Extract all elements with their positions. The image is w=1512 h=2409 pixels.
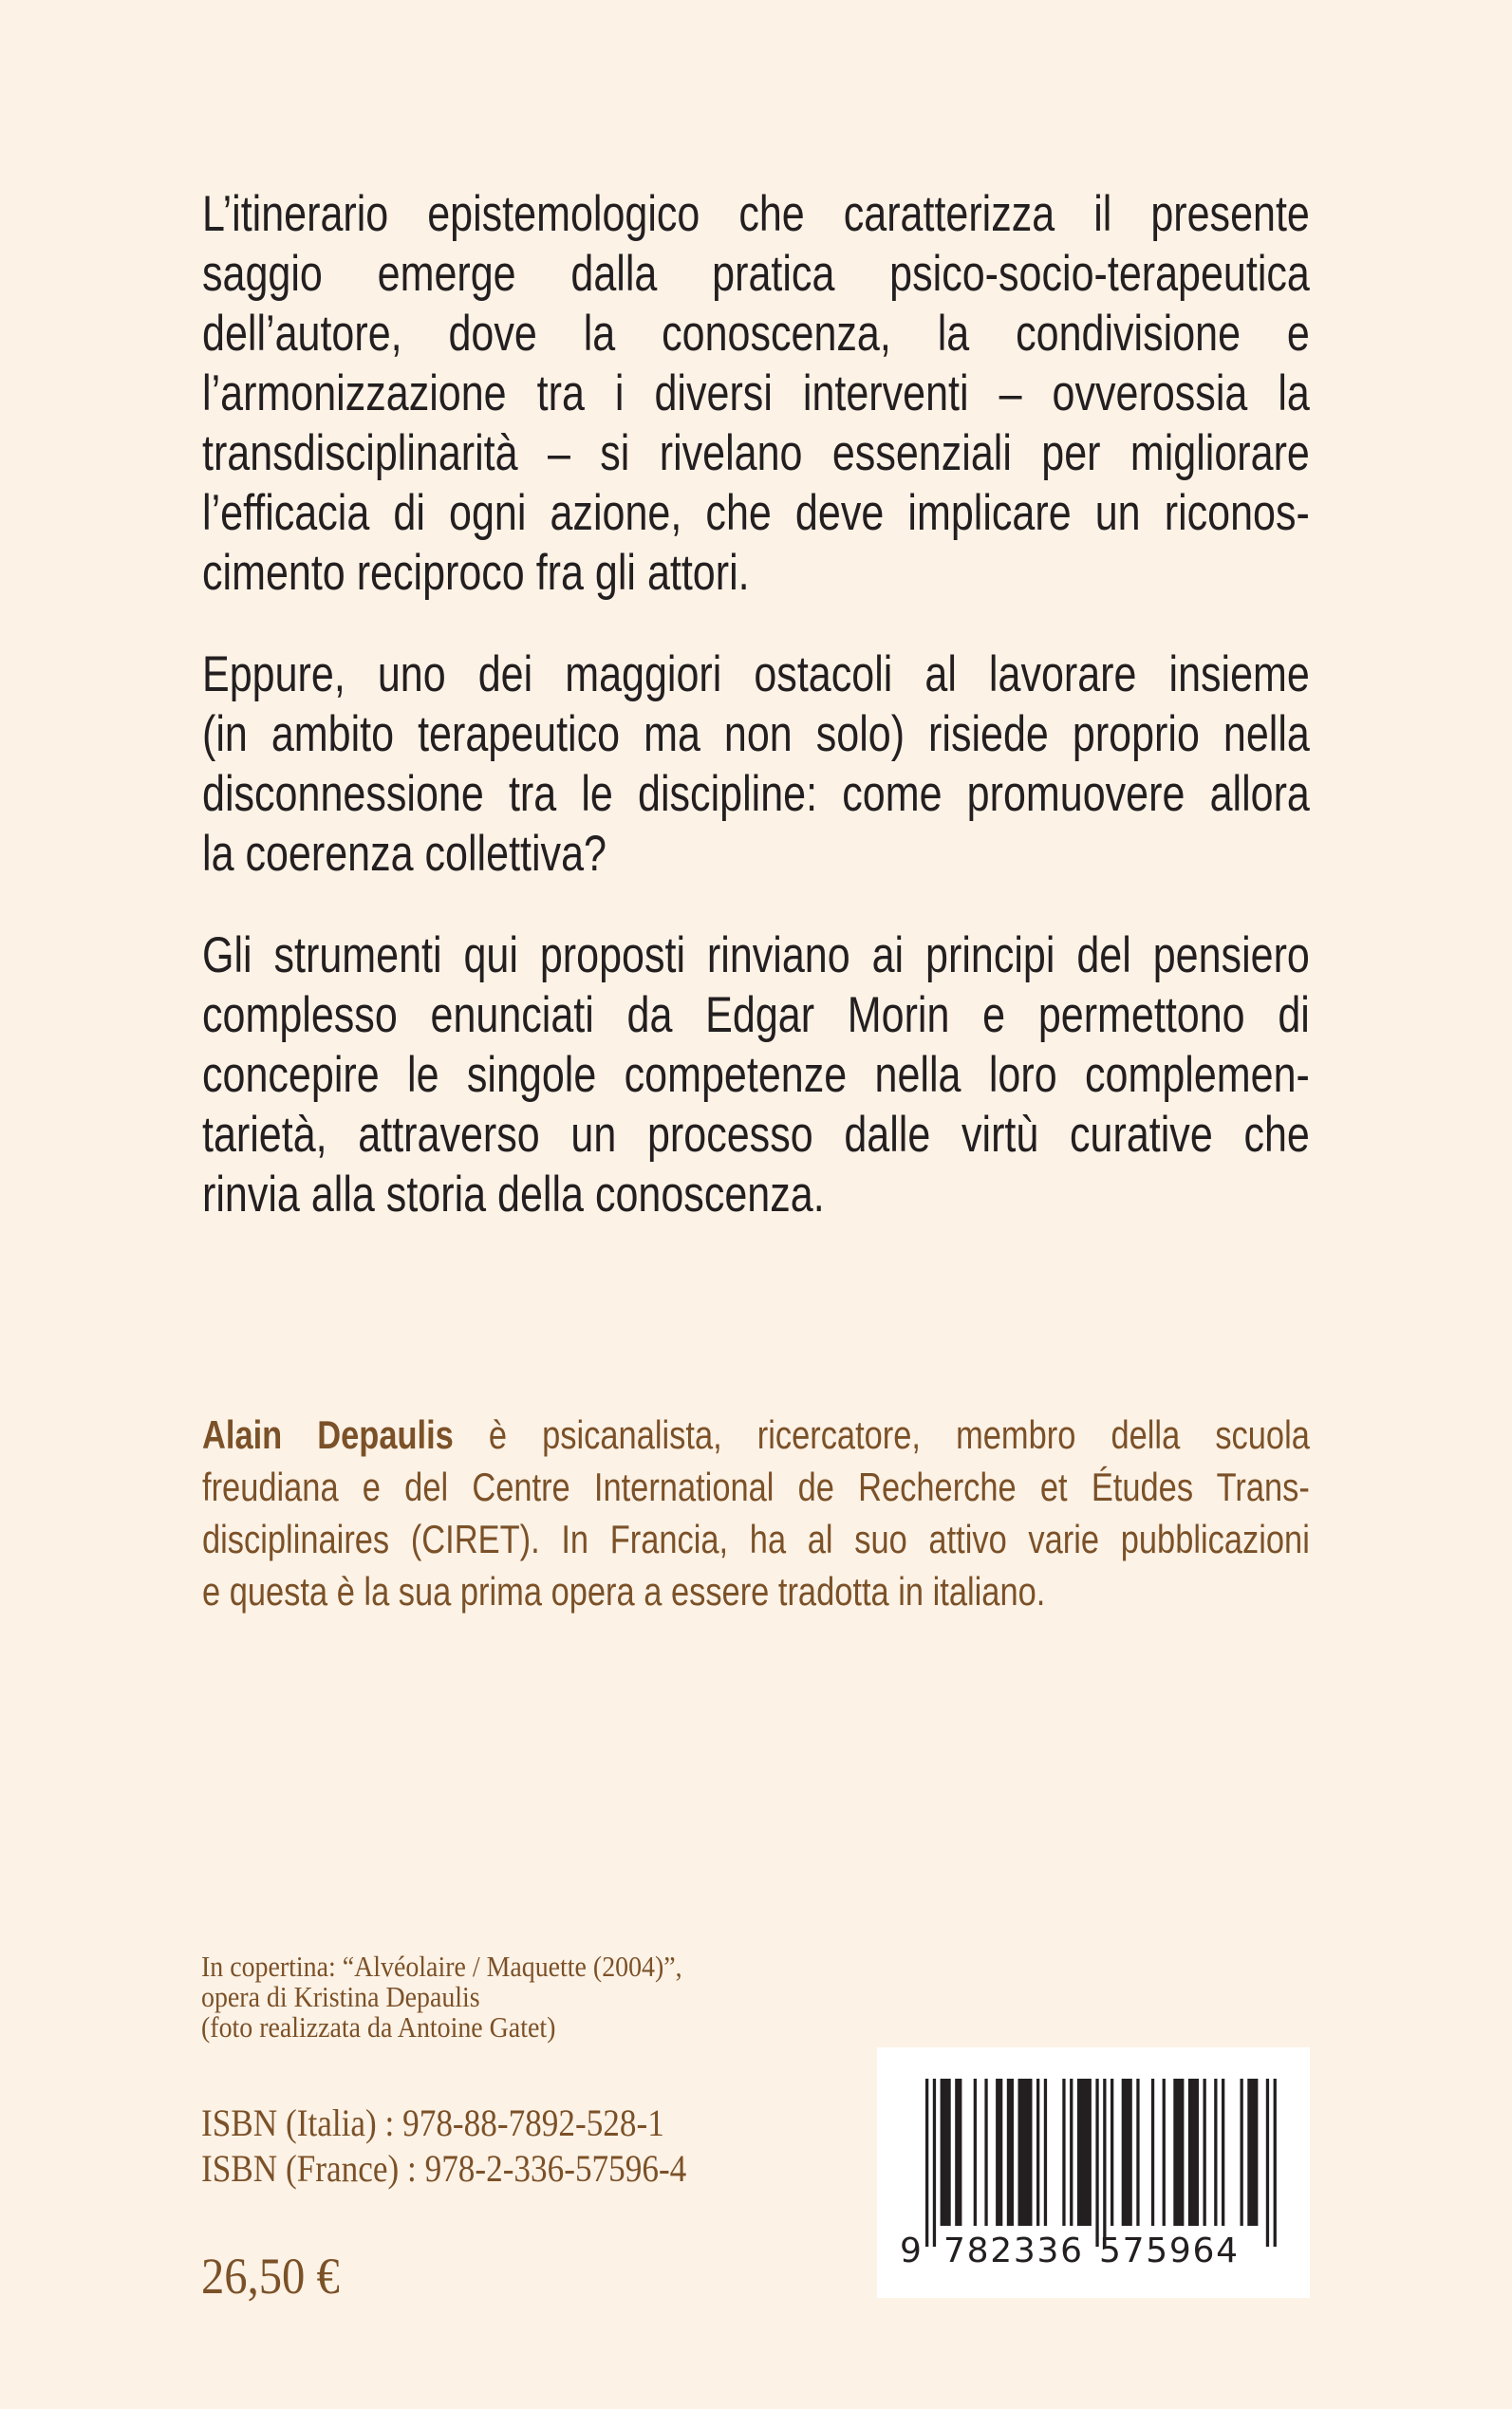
barcode-guard-bar — [1095, 2079, 1098, 2247]
text-line: In copertina: “Alvéolaire / Maquette (2004)”, — [201, 1950, 682, 1983]
price: 26,50 € — [201, 2248, 340, 2305]
barcode-bar — [974, 2079, 977, 2226]
text-line: complesso enunciati da Edgar Morin e permettono di — [202, 987, 1310, 1043]
text-line: e questa è la sua prima opera a essere tradotta in italiano. — [202, 1569, 1046, 1614]
barcode-bar — [1136, 2079, 1139, 2226]
text-line: tarietà, attraverso un processo dalle virtù curative che — [202, 1107, 1310, 1163]
barcode-bar — [1247, 2079, 1258, 2226]
barcode-bar — [1214, 2079, 1217, 2226]
text-line: l’efficacia di ogni azione, che deve implicare un riconos- — [202, 485, 1310, 541]
text-line: freudiana e del Centre International de Recherche et Études Trans- — [202, 1465, 1310, 1509]
bio-text: è psicanalista, ricercatore, membro della scuola — [453, 1412, 1310, 1457]
text-line: transdisciplinarità – si rivelano essenziali per migliorare — [202, 425, 1310, 481]
text-line: concepire le singole competenze nella loro complemen- — [202, 1047, 1310, 1103]
blurb-paragraph-3 — [202, 925, 1310, 1224]
barcode-bar — [955, 2079, 961, 2226]
text-line: l’armonizzazione tra i diversi interventi – ovverossia la — [202, 365, 1310, 421]
barcode-bar — [1241, 2079, 1243, 2226]
barcode-bar — [1163, 2079, 1166, 2226]
text-line: dell’autore, dove la conoscenza, la condivisione e — [202, 306, 1310, 362]
barcode-guard-bar — [1103, 2079, 1106, 2247]
barcode-bar — [1070, 2079, 1073, 2226]
barcode-left-digits: 782336 — [943, 2232, 1082, 2270]
barcode-guard-bar — [925, 2079, 928, 2247]
isbn-block — [201, 2101, 686, 2192]
barcode-first-digit: 9 — [900, 2232, 922, 2270]
text-line: L’itinerario epistemologico che caratterizza il presente — [202, 186, 1310, 242]
isbn-france: ISBN (France) : 978-2-336-57596-4 — [201, 2147, 687, 2190]
barcode-guard-bar — [1274, 2079, 1277, 2247]
text-line: disciplinaires (CIRET). In Francia, ha al suo attivo varie pubblicazioni — [202, 1517, 1310, 1561]
isbn-italia: ISBN (Italia) : 978-88-7892-528-1 — [201, 2101, 664, 2144]
barcode-bar — [1077, 2079, 1092, 2226]
text-line: cimento reciproco fra gli attori. — [202, 545, 750, 601]
author-name: Alain Depaulis — [202, 1412, 454, 1457]
barcode-bar — [1222, 2079, 1224, 2226]
text-line — [202, 1409, 1310, 1461]
barcode-bar — [1062, 2079, 1065, 2226]
text-line: disconnessione tra le discipline: come promuovere allora — [202, 766, 1310, 822]
blurb-paragraph-1 — [202, 184, 1310, 603]
text-line: Eppure, uno dei maggiori ostacoli al lavorare insieme — [202, 646, 1310, 702]
barcode-bar — [1122, 2079, 1132, 2226]
barcode-right-digits: 575964 — [1099, 2232, 1238, 2270]
barcode-bar — [984, 2079, 987, 2226]
text-line: Gli strumenti qui proposti rinviano ai principi del pensiero — [202, 927, 1310, 983]
barcode-bar — [1007, 2079, 1014, 2226]
barcode-icon — [877, 2047, 1310, 2298]
barcode-bar — [1204, 2079, 1206, 2226]
barcode-bar — [941, 2079, 951, 2226]
barcode-bar — [996, 2079, 1002, 2226]
barcode-guard-bar — [933, 2079, 936, 2247]
text-line: (in ambito terapeutico ma non solo) risiede proprio nella — [202, 706, 1310, 762]
text-line: saggio emerge dalla pratica psico-socio-terapeutica — [202, 246, 1310, 302]
barcode-bar — [1151, 2079, 1154, 2226]
author-bio — [202, 1409, 1310, 1617]
barcode-bar — [1188, 2079, 1199, 2226]
barcode — [877, 2047, 1310, 2298]
barcode-bar — [1044, 2079, 1047, 2226]
barcode-bar — [1173, 2079, 1184, 2226]
text-line: opera di Kristina Depaulis — [201, 1980, 480, 2013]
text-line: (foto realizzata da Antoine Gatet) — [201, 2010, 556, 2044]
blurb — [202, 184, 1310, 1266]
barcode-bar — [1036, 2079, 1039, 2226]
text-line: rinvia alla storia della conoscenza. — [202, 1167, 825, 1223]
text-line: la coerenza collettiva? — [202, 826, 607, 882]
barcode-bar — [1111, 2079, 1113, 2226]
cover-credit — [201, 1951, 682, 2043]
blurb-paragraph-2 — [202, 644, 1310, 884]
barcode-bar — [1018, 2079, 1033, 2226]
barcode-guard-bar — [1266, 2079, 1269, 2247]
